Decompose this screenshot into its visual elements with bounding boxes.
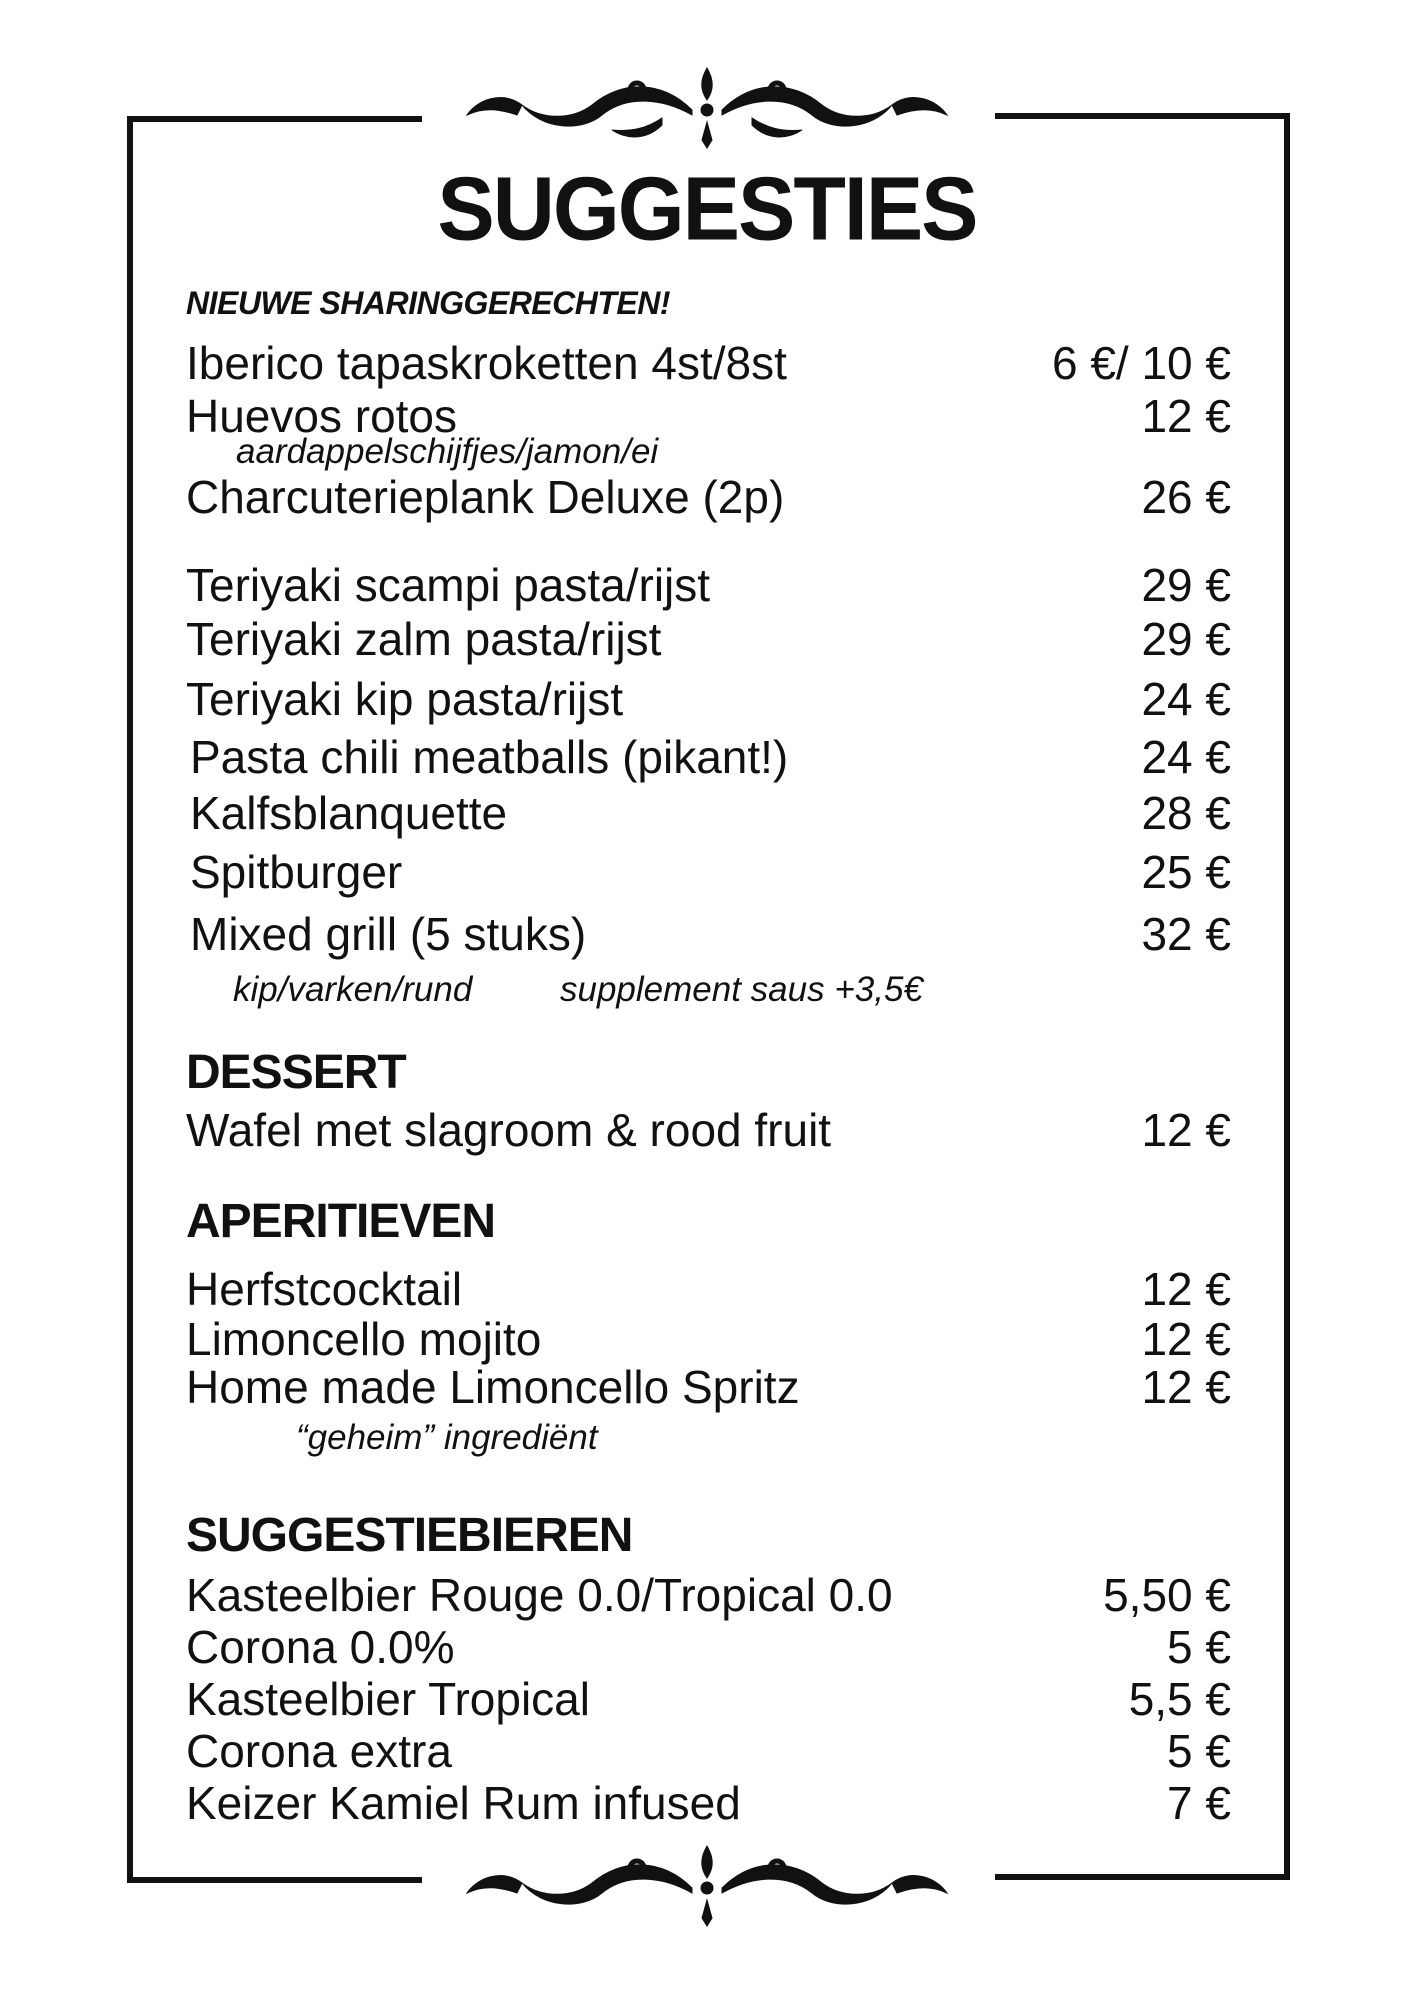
item-name: Teriyaki zalm pasta/rijst: [186, 613, 662, 665]
item-name: Kasteelbier Rouge 0.0/Tropical 0.0: [186, 1569, 893, 1621]
frame-top-right: [995, 113, 1290, 119]
item-price: 29 €: [1141, 613, 1231, 665]
item-name: Corona extra: [186, 1725, 452, 1777]
menu-item-corona-extra: [186, 1724, 1231, 1780]
menu-item-iberico: [186, 336, 1231, 392]
item-name: Pasta chili meatballs (pikant!): [190, 731, 789, 783]
item-name: Charcuterieplank Deluxe (2p): [186, 471, 785, 523]
item-price: 26 €: [1141, 471, 1231, 523]
item-name: Kalfsblanquette: [190, 787, 508, 839]
item-price: 5,50 €: [1103, 1569, 1231, 1621]
item-name: Corona 0.0%: [186, 1621, 455, 1673]
menu-item-spitburger: [190, 845, 1231, 901]
spritz-note: “geheim” ingrediënt: [296, 1418, 598, 1457]
item-name: Mixed grill (5 stuks): [190, 908, 587, 960]
menu-item-teriyaki-kip: [186, 672, 1231, 728]
grill-note-meats: kip/varken/rund: [233, 970, 473, 1009]
bottom-ornament: [462, 1838, 952, 1928]
item-name: Teriyaki scampi pasta/rijst: [186, 559, 711, 611]
item-name: Wafel met slagroom & rood fruit: [186, 1104, 832, 1156]
item-price: 32 €: [1141, 908, 1231, 960]
item-name: Limoncello mojito: [186, 1313, 542, 1365]
beer-heading: SUGGESTIEBIEREN: [186, 1509, 633, 1562]
menu-item-mixed-grill: [190, 907, 1231, 963]
dessert-heading: DESSERT: [186, 1046, 406, 1099]
item-name: Teriyaki kip pasta/rijst: [186, 673, 624, 725]
item-price: 24 €: [1141, 673, 1231, 725]
menu-item-keizer-kamiel: [186, 1776, 1231, 1832]
frame-top-left: [127, 116, 422, 122]
menu-item-limoncello-spritz: [186, 1360, 1231, 1416]
item-price: 5 €: [1167, 1725, 1231, 1777]
item-price: 12 €: [1141, 1263, 1231, 1315]
aperitief-heading: APERITIEVEN: [186, 1195, 496, 1248]
item-price: 5 €: [1167, 1621, 1231, 1673]
item-name: Huevos rotos: [186, 390, 458, 442]
frame-right: [1284, 113, 1290, 1880]
item-price: 28 €: [1141, 787, 1231, 839]
menu-item-kasteelbier-rouge: [186, 1568, 1231, 1624]
item-name: Kasteelbier Tropical: [186, 1673, 590, 1725]
item-price: 5,5 €: [1128, 1673, 1231, 1725]
huevos-note: aardappelschijfjes/jamon/ei: [236, 432, 659, 471]
item-name: Spitburger: [190, 846, 403, 898]
item-price: 24 €: [1141, 731, 1231, 783]
item-name: Iberico tapaskroketten 4st/8st: [186, 337, 787, 389]
item-price: 12 €: [1141, 1104, 1231, 1156]
item-price: 12 €: [1141, 1313, 1231, 1365]
item-price: 7 €: [1167, 1777, 1231, 1829]
menu-item-teriyaki-scampi: [186, 558, 1231, 614]
menu-item-kasteelbier-tropical: [186, 1672, 1231, 1728]
item-price: 12 €: [1141, 1361, 1231, 1413]
menu-item-kalfsblanquette: [190, 786, 1231, 842]
item-name: Herfstcocktail: [186, 1263, 463, 1315]
menu-item-teriyaki-zalm: [186, 612, 1231, 668]
frame-bottom-left: [127, 1877, 422, 1883]
menu-item-charcuterie: [186, 470, 1231, 526]
item-price: 25 €: [1141, 846, 1231, 898]
page-title: SUGGESTIES: [437, 158, 977, 260]
item-price: 6 €/ 10 €: [1051, 337, 1231, 389]
item-price: 29 €: [1141, 559, 1231, 611]
menu-item-wafel: [186, 1103, 1231, 1159]
frame-bottom-right: [995, 1874, 1290, 1880]
top-ornament: [462, 60, 952, 150]
sharing-heading: NIEUWE SHARINGGERECHTEN!: [186, 285, 671, 321]
menu-item-herfstcocktail: [186, 1262, 1231, 1318]
item-price: 12 €: [1141, 390, 1231, 442]
frame-left: [127, 116, 133, 1883]
menu-item-corona-00: [186, 1620, 1231, 1676]
grill-note-supplement: supplement saus +3,5€: [560, 970, 923, 1009]
item-name: Home made Limoncello Spritz: [186, 1361, 800, 1413]
menu-item-pasta-chili: [190, 730, 1231, 786]
item-name: Keizer Kamiel Rum infused: [186, 1777, 741, 1829]
